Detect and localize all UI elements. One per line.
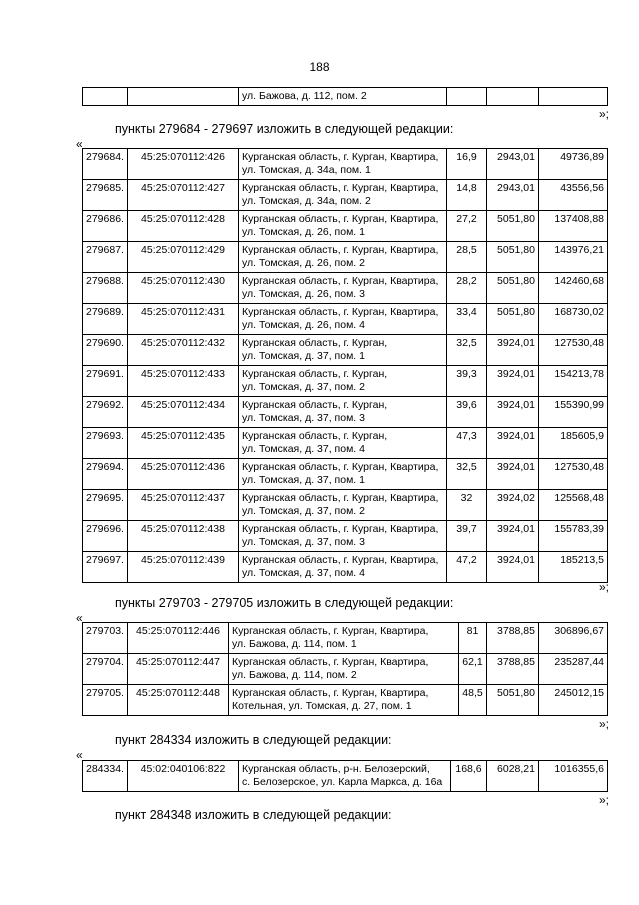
address-line-1: Курганская область, г. Курган, Квартира, [242, 554, 439, 566]
open-quote: « [76, 137, 83, 151]
rate-cell: 2943,01 [487, 180, 539, 211]
address-line-2: ул. Томская, д. 26, пом. 2 [242, 257, 365, 269]
address-cell [239, 211, 447, 242]
cadastral-number-cell: 45:25:070112:446 [128, 623, 229, 654]
row-number-cell: 279693. [83, 428, 128, 459]
rate-cell: 5051,80 [487, 242, 539, 273]
close-quote: »; [598, 793, 609, 807]
address-cell [239, 521, 447, 552]
value-cell: 1016355,6 [539, 761, 608, 792]
address-line-2: ул. Томская, д. 37, пом. 3 [242, 412, 365, 424]
cadastral-number-cell: 45:25:070112:439 [128, 552, 239, 583]
table-row [83, 490, 608, 521]
cadastral-number-cell: 45:25:070112:431 [128, 304, 239, 335]
address-cell [229, 654, 459, 685]
area-cell: 62,1 [459, 654, 487, 685]
cadastral-number-cell: 45:25:070112:437 [128, 490, 239, 521]
row-number-cell: 279696. [83, 521, 128, 552]
area-cell: 32,5 [447, 459, 487, 490]
address-line-2: с. Белозерское, ул. Карла Маркса, д. 16а [242, 776, 443, 788]
rate-cell: 3924,01 [487, 428, 539, 459]
address-cell [239, 459, 447, 490]
area-cell [447, 88, 487, 106]
area-cell: 39,3 [447, 366, 487, 397]
section2-table [82, 622, 608, 716]
section-heading: пункты 279703 - 279705 изложить в следующей редакции: [115, 596, 454, 610]
table-row [83, 552, 608, 583]
cadastral-number-cell: 45:25:070112:438 [128, 521, 239, 552]
cadastral-number-cell: 45:25:070112:448 [128, 685, 229, 716]
table-row [83, 366, 608, 397]
address-line-2: ул. Томская, д. 34а, пом. 1 [242, 164, 371, 176]
value-cell: 155783,39 [539, 521, 608, 552]
address-cell [239, 273, 447, 304]
row-number-cell: 279685. [83, 180, 128, 211]
cadastral-number-cell [128, 88, 239, 106]
area-cell: 32 [447, 490, 487, 521]
table-row [83, 685, 608, 716]
table-row [83, 304, 608, 335]
row-number-cell: 284334. [83, 761, 128, 792]
rate-cell: 6028,21 [487, 761, 539, 792]
row-number-cell: 279688. [83, 273, 128, 304]
cadastral-number-cell: 45:25:070112:428 [128, 211, 239, 242]
address-line-2: ул. Томская, д. 37, пом. 1 [242, 474, 365, 486]
address-line-2: ул. Бажова, д. 114, пом. 1 [232, 638, 357, 650]
row-number-cell: 279684. [83, 149, 128, 180]
value-cell: 127530,48 [539, 335, 608, 366]
address-cell [239, 552, 447, 583]
table-row [83, 242, 608, 273]
address-line-2: ул. Томская, д. 37, пом. 2 [242, 505, 365, 517]
cadastral-number-cell: 45:25:070112:436 [128, 459, 239, 490]
address-line-1: Курганская область, г. Курган, Квартира, [232, 687, 429, 699]
address-cell [239, 335, 447, 366]
address-line-1: Курганская область, г. Курган, [242, 430, 388, 442]
address-line-1: Курганская область, г. Курган, Квартира, [242, 492, 439, 504]
value-cell: 143976,21 [539, 242, 608, 273]
table-row [83, 149, 608, 180]
address-cell [239, 149, 447, 180]
address-line-2: ул. Томская, д. 26, пом. 4 [242, 319, 365, 331]
area-cell: 47,3 [447, 428, 487, 459]
address-line-2: ул. Томская, д. 37, пом. 4 [242, 443, 365, 455]
rate-cell: 3788,85 [487, 654, 539, 685]
row-number-cell: 279687. [83, 242, 128, 273]
cadastral-number-cell: 45:25:070112:432 [128, 335, 239, 366]
rate-cell: 3924,01 [487, 397, 539, 428]
table-row [83, 654, 608, 685]
rate-cell: 5051,80 [487, 273, 539, 304]
row-number-cell: 279689. [83, 304, 128, 335]
area-cell: 33,4 [447, 304, 487, 335]
row-number-cell: 279686. [83, 211, 128, 242]
cadastral-number-cell: 45:25:070112:430 [128, 273, 239, 304]
section-heading: пункт 284348 изложить в следующей редакции: [115, 808, 392, 822]
area-cell: 16,9 [447, 149, 487, 180]
table-row [83, 88, 608, 106]
rate-cell: 3924,01 [487, 552, 539, 583]
address-line-1: Курганская область, г. Курган, [242, 368, 388, 380]
address-cell [239, 490, 447, 521]
address-line-1: Курганская область, р-н. Белозерский, [242, 763, 430, 775]
area-cell: 14,8 [447, 180, 487, 211]
address-cell [239, 761, 451, 792]
address-line-1: Курганская область, г. Курган, Квартира, [242, 275, 439, 287]
area-cell: 48,5 [459, 685, 487, 716]
address-line-2: ул. Томская, д. 26, пом. 1 [242, 226, 365, 238]
rate-cell: 5051,80 [487, 304, 539, 335]
value-cell: 127530,48 [539, 459, 608, 490]
row-number-cell: 279690. [83, 335, 128, 366]
address-line-2: ул. Томская, д. 37, пом. 3 [242, 536, 365, 548]
page-number: 188 [309, 60, 330, 74]
table-row [83, 397, 608, 428]
value-cell: 185213,5 [539, 552, 608, 583]
address-cell [239, 428, 447, 459]
close-quote: »; [598, 717, 609, 731]
top-table-fragment [82, 87, 608, 106]
area-cell: 28,2 [447, 273, 487, 304]
area-cell: 81 [459, 623, 487, 654]
cadastral-number-cell: 45:25:070112:435 [128, 428, 239, 459]
address-line-1: Курганская область, г. Курган, [242, 337, 388, 349]
value-cell: 306896,67 [539, 623, 608, 654]
row-number-cell: 279692. [83, 397, 128, 428]
address-cell [239, 366, 447, 397]
row-number-cell: 279694. [83, 459, 128, 490]
rate-cell: 3924,01 [487, 335, 539, 366]
address-line-1: Курганская область, г. Курган, Квартира, [242, 523, 439, 535]
area-cell: 27,2 [447, 211, 487, 242]
address-line-1: Курганская область, г. Курган, Квартира, [232, 625, 429, 637]
address-line-1: Курганская область, г. Курган, Квартира, [242, 244, 439, 256]
address-line-1: Курганская область, г. Курган, Квартира, [242, 151, 439, 163]
address-line-2: ул. Томская, д. 37, пом. 2 [242, 381, 365, 393]
close-quote: »; [598, 107, 609, 121]
rate-cell: 5051,80 [487, 685, 539, 716]
table-row [83, 273, 608, 304]
address-cell: ул. Бажова, д. 112, пом. 2 [239, 88, 447, 106]
value-cell: 168730,02 [539, 304, 608, 335]
address-cell [229, 623, 459, 654]
address-line-1: Курганская область, г. Курган, Квартира, [242, 182, 439, 194]
cadastral-number-cell: 45:25:070112:429 [128, 242, 239, 273]
address-line-1: Курганская область, г. Курган, [242, 399, 388, 411]
table-row [83, 459, 608, 490]
cadastral-number-cell: 45:02:040106:822 [128, 761, 239, 792]
section-heading: пункт 284334 изложить в следующей редакции: [115, 733, 392, 747]
address-line-1: Курганская область, г. Курган, Квартира, [242, 213, 439, 225]
area-cell: 168,6 [451, 761, 487, 792]
row-number-cell: 279705. [83, 685, 128, 716]
value-cell: 185605,9 [539, 428, 608, 459]
address-line-1: Курганская область, г. Курган, Квартира, [232, 656, 429, 668]
value-cell: 49736,89 [539, 149, 608, 180]
section-heading: пункты 279684 - 279697 изложить в следующей редакции: [115, 122, 454, 136]
value-cell: 125568,48 [539, 490, 608, 521]
address-line-1: Курганская область, г. Курган, Квартира, [242, 461, 439, 473]
value-cell: 43556,56 [539, 180, 608, 211]
address-line-2: ул. Томская, д. 37, пом. 4 [242, 567, 365, 579]
rate-cell: 2943,01 [487, 149, 539, 180]
address-cell [229, 685, 459, 716]
rate-cell: 3788,85 [487, 623, 539, 654]
section1-table [82, 148, 608, 583]
area-cell: 39,6 [447, 397, 487, 428]
table-row [83, 180, 608, 211]
rate-cell: 3924,01 [487, 366, 539, 397]
open-quote: « [76, 748, 83, 762]
address-cell [239, 397, 447, 428]
value-cell: 154213,78 [539, 366, 608, 397]
table-row [83, 211, 608, 242]
cadastral-number-cell: 45:25:070112:433 [128, 366, 239, 397]
open-quote: « [76, 611, 83, 625]
cadastral-number-cell: 45:25:070112:426 [128, 149, 239, 180]
value-cell: 155390,99 [539, 397, 608, 428]
rate-cell: 3924,01 [487, 459, 539, 490]
address-line-2: ул. Томская, д. 37, пом. 1 [242, 350, 365, 362]
address-line-2: Котельная, ул. Томская, д. 27, пом. 1 [232, 700, 412, 712]
section3-table [82, 760, 608, 792]
address-line-2: ул. Томская, д. 26, пом. 3 [242, 288, 365, 300]
value-cell: 245012,15 [539, 685, 608, 716]
address-cell [239, 242, 447, 273]
table-row [83, 761, 608, 792]
value-cell [539, 88, 608, 106]
cadastral-number-cell: 45:25:070112:447 [128, 654, 229, 685]
area-cell: 39,7 [447, 521, 487, 552]
address-cell [239, 304, 447, 335]
cadastral-number-cell: 45:25:070112:434 [128, 397, 239, 428]
row-number-cell: 279695. [83, 490, 128, 521]
value-cell: 235287,44 [539, 654, 608, 685]
rate-cell: 3924,01 [487, 521, 539, 552]
row-number-cell: 279704. [83, 654, 128, 685]
row-number-cell [83, 88, 128, 106]
value-cell: 142460,68 [539, 273, 608, 304]
address-line-1: Курганская область, г. Курган, Квартира, [242, 306, 439, 318]
rate-cell [487, 88, 539, 106]
table-row [83, 623, 608, 654]
area-cell: 47,2 [447, 552, 487, 583]
area-cell: 32,5 [447, 335, 487, 366]
cadastral-number-cell: 45:25:070112:427 [128, 180, 239, 211]
address-cell [239, 180, 447, 211]
address-line-2: ул. Томская, д. 34а, пом. 2 [242, 195, 371, 207]
rate-cell: 3924,02 [487, 490, 539, 521]
close-quote: »; [598, 580, 609, 594]
area-cell: 28,5 [447, 242, 487, 273]
table-row [83, 335, 608, 366]
row-number-cell: 279703. [83, 623, 128, 654]
rate-cell: 5051,80 [487, 211, 539, 242]
address-line-2: ул. Бажова, д. 114, пом. 2 [232, 669, 357, 681]
row-number-cell: 279697. [83, 552, 128, 583]
row-number-cell: 279691. [83, 366, 128, 397]
value-cell: 137408,88 [539, 211, 608, 242]
table-row [83, 521, 608, 552]
table-row [83, 428, 608, 459]
